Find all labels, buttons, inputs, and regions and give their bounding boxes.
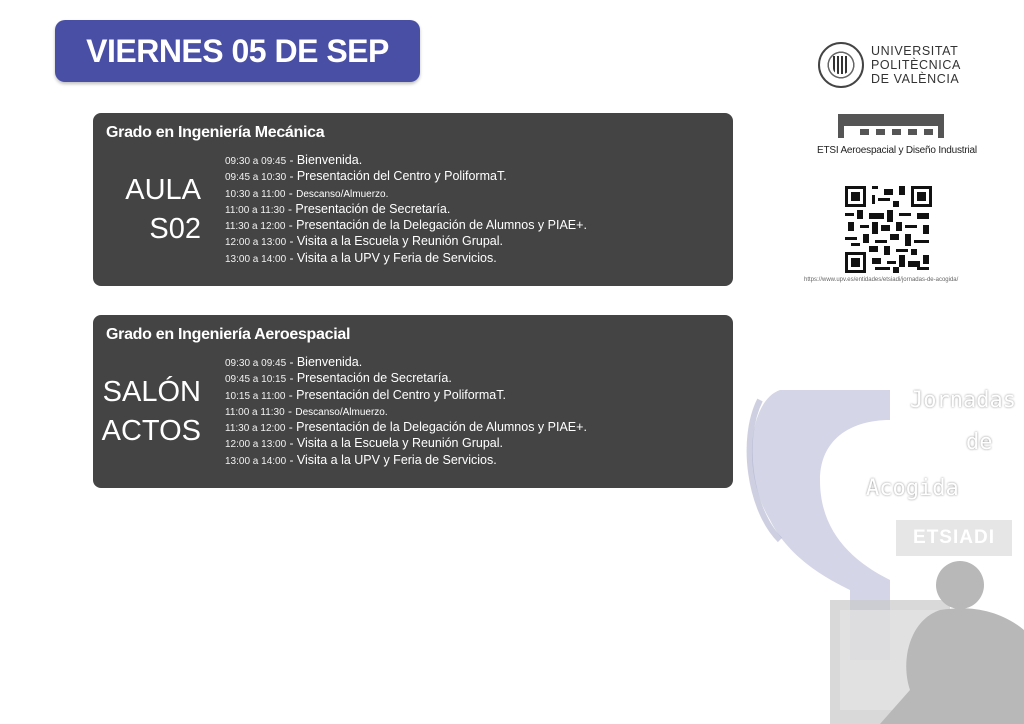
schedule-activity: Visita a la UPV y Feria de Servicios. — [296, 452, 497, 467]
schedule-activity: Presentación del Centro y PoliformaT. — [296, 387, 506, 402]
schedule-activity: Visita a la Escuela y Reunión Grupal. — [296, 436, 503, 451]
schedule-list — [225, 354, 587, 468]
session-card-mecanica — [93, 113, 733, 286]
schedule-item: 13:00 a 14:00 - Visita a la UPV y Feria de Servicios. — [225, 250, 497, 265]
schedule-item: 11:30 a 12:00 - Presentación de la Delegación de Alumnos y PIAE+. — [225, 420, 587, 435]
room-label — [93, 171, 201, 249]
schedule-activity: Presentación de Secretaría. — [295, 201, 451, 216]
upv-name-line1: UNIVERSITAT — [871, 44, 959, 58]
schedule-item: 12:00 a 13:00 - Visita a la Escuela y Reunión Grupal. — [225, 436, 503, 451]
room-label — [93, 373, 201, 451]
degree-title: Grado en Ingeniería Mecánica — [106, 124, 325, 141]
university-seal-icon — [818, 42, 864, 88]
schedule-list — [225, 152, 587, 266]
room-line1: SALÓN — [102, 376, 201, 408]
etsi-name: ETSI Aeroespacial y Diseño Industrial — [817, 145, 977, 156]
schedule-time: 11:30 a 12:00 — [225, 423, 286, 435]
schedule-time: 10:15 a 11:00 — [225, 390, 286, 402]
session-card-aeroespacial — [93, 315, 733, 488]
schedule-time: 12:00 a 13:00 — [225, 439, 287, 451]
upv-logo — [818, 42, 978, 92]
schedule-item: 09:30 a 09:45 - Bienvenida. — [225, 355, 363, 369]
schedule-activity: Bienvenida. — [296, 153, 363, 167]
schedule-item: 13:00 a 14:00 - Visita a la UPV y Feria de Servicios. — [225, 452, 497, 467]
date-banner — [55, 20, 420, 82]
schedule-item: 10:30 a 11:00 - Descanso/Almuerzo. — [225, 185, 389, 200]
schedule-activity: Visita a la UPV y Feria de Servicios. — [296, 250, 497, 265]
schedule-time: 09:30 a 09:45 — [225, 358, 287, 369]
schedule-activity: Bienvenida. — [296, 355, 363, 369]
schedule-time: 13:00 a 14:00 — [225, 253, 287, 265]
schedule-time: 11:00 a 11:30 — [225, 406, 285, 418]
schedule-activity: Visita a la Escuela y Reunión Grupal. — [296, 234, 503, 249]
schedule-time: 10:30 a 11:00 — [225, 188, 286, 200]
schedule-activity: Descanso/Almuerzo. — [295, 406, 388, 418]
acogida-word: Acogida — [866, 476, 959, 501]
room-line2: ACTOS — [101, 415, 201, 447]
schedule-time: 11:30 a 12:00 — [225, 221, 286, 233]
schedule-activity: Presentación de Secretaría. — [296, 371, 452, 386]
schedule-time: 12:00 a 13:00 — [225, 237, 287, 249]
etsiadi-badge: ETSIADI — [896, 520, 1012, 556]
schedule-item: 11:00 a 11:30 - Presentación de Secretaría. — [225, 201, 451, 216]
schedule-item: 12:00 a 13:00 - Visita a la Escuela y Reunión Grupal. — [225, 234, 503, 249]
room-line1: AULA — [125, 174, 201, 206]
schedule-activity: Descanso/Almuerzo. — [296, 188, 389, 200]
schedule-item: 09:45 a 10:15 - Presentación de Secretaría. — [225, 371, 452, 386]
upv-name-line3: DE VALÈNCIA — [871, 72, 960, 86]
schedule-activity: Presentación del Centro y PoliformaT. — [296, 169, 507, 184]
date-title: VIERNES 05 DE SEP — [86, 32, 389, 69]
schedule-item: 11:00 a 11:30 - Descanso/Almuerzo. — [225, 403, 388, 418]
qr-code-icon — [845, 186, 932, 273]
de-word: de — [966, 430, 993, 455]
building-icon — [838, 114, 944, 138]
upv-name — [871, 44, 961, 86]
schedule-time: 09:45 a 10:30 — [225, 172, 287, 184]
schedule-item: 10:15 a 11:00 - Presentación del Centro y PoliformaT. — [225, 387, 506, 402]
qr-url: https://www.upv.es/entidades/etsiadi/jornadas-de-acogida/ — [804, 277, 959, 283]
schedule-time: 11:00 a 11:30 — [225, 204, 285, 216]
schedule-activity: Presentación de la Delegación de Alumnos y PIAE+. — [296, 420, 587, 435]
jornadas-word: Jornadas — [910, 388, 1016, 413]
schedule-item: 09:30 a 09:45 - Bienvenida. — [225, 153, 363, 167]
schedule-activity: Presentación de la Delegación de Alumnos y PIAE+. — [296, 218, 587, 233]
schedule-item: 11:30 a 12:00 - Presentación de la Delegación de Alumnos y PIAE+. — [225, 218, 587, 233]
schedule-time: 13:00 a 14:00 — [225, 455, 287, 467]
upv-name-line2: POLITÈCNICA — [871, 58, 961, 72]
schedule-time: 09:45 a 10:15 — [225, 374, 287, 386]
degree-title: Grado en Ingeniería Aeroespacial — [106, 326, 351, 343]
schedule-item: 09:45 a 10:30 - Presentación del Centro y PoliformaT. — [225, 169, 507, 184]
etsi-logo — [812, 114, 977, 159]
room-line2: S02 — [149, 213, 201, 245]
schedule-time: 09:30 a 09:45 — [225, 156, 287, 167]
